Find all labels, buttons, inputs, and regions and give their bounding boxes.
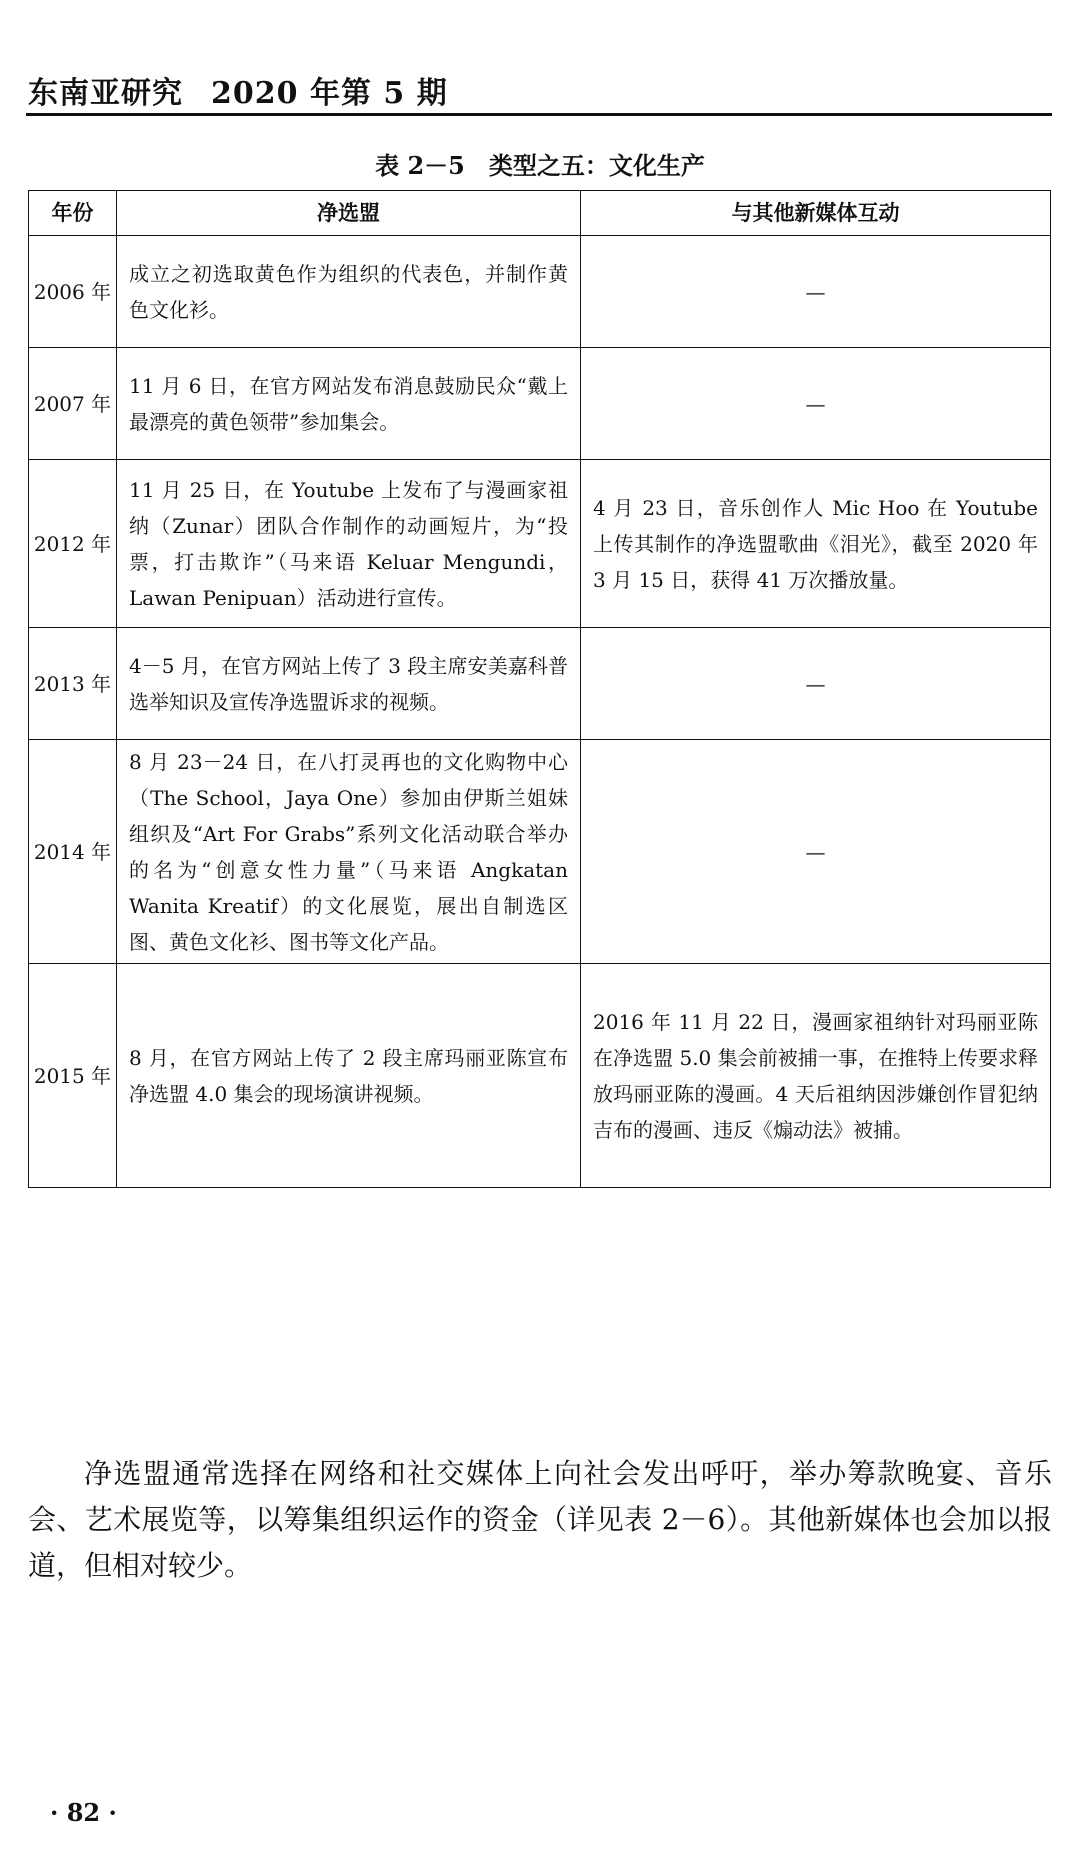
table-row [29, 628, 1051, 740]
table-row [29, 236, 1051, 348]
table-row [29, 964, 1051, 1188]
table-row [29, 740, 1051, 964]
row-year: 2007 年 [29, 348, 117, 460]
header-rule [26, 113, 1052, 116]
culture-production-table [28, 190, 1051, 1188]
row-other-media: — [581, 236, 1051, 348]
row-other-media: — [581, 628, 1051, 740]
row-jxm-activity: 8 月 23－24 日，在八打灵再也的文化购物中心（The School，Jaya One）参加由伊斯兰姐妹组织及“Art For Grabs”系列文化活动联合举办的名为“创意女性力量”（马来语 Angkatan Wanita Kreatif）的文化展览，展出自制选区图、黄色文化衫、图书等文化产品。 [117, 740, 581, 964]
row-year: 2015 年 [29, 964, 117, 1188]
journal-title: 东南亚研究 [28, 76, 183, 111]
column-header-jxm: 净选盟 [117, 191, 581, 236]
column-header-year: 年份 [29, 191, 117, 236]
row-jxm-activity: 8 月，在官方网站上传了 2 段主席玛丽亚陈宣布净选盟 4.0 集会的现场演讲视频。 [117, 964, 581, 1188]
row-other-media: — [581, 348, 1051, 460]
table-row [29, 348, 1051, 460]
issue-label: 2020 年第 5 期 [211, 76, 448, 111]
row-other-media: 2016 年 11 月 22 日，漫画家祖纳针对玛丽亚陈在净选盟 5.0 集会前被捕一事，在推特上传要求释放玛丽亚陈的漫画。4 天后祖纳因涉嫌创作冒犯纳吉布的漫画、违反《煽动法》被捕。 [581, 964, 1051, 1188]
body-paragraph: 净选盟通常选择在网络和社交媒体上向社会发出呼吁，举办筹款晚宴、音乐会、艺术展览等，以筹集组织运作的资金（详见表 2－6）。其他新媒体也会加以报道，但相对较少。 [28, 1457, 1052, 1582]
row-other-media: — [581, 740, 1051, 964]
row-jxm-activity: 11 月 6 日，在官方网站发布消息鼓励民众“戴上最漂亮的黄色领带”参加集会。 [117, 348, 581, 460]
row-jxm-activity: 11 月 25 日，在 Youtube 上发布了与漫画家祖纳（Zunar）团队合作制作的动画短片，为“投票，打击欺诈”（马来语 Keluar Mengundi，Lawan Penipuan）活动进行宣传。 [117, 460, 581, 628]
row-year: 2013 年 [29, 628, 117, 740]
running-header [28, 68, 448, 112]
row-year: 2014 年 [29, 740, 117, 964]
row-year: 2006 年 [29, 236, 117, 348]
table-row [29, 460, 1051, 628]
row-jxm-activity: 4－5 月，在官方网站上传了 3 段主席安美嘉科普选举知识及宣传净选盟诉求的视频。 [117, 628, 581, 740]
column-header-other-media: 与其他新媒体互动 [581, 191, 1051, 236]
row-other-media: 4 月 23 日，音乐创作人 Mic Hoo 在 Youtube 上传其制作的净选盟歌曲《泪光》，截至 2020 年 3 月 15 日，获得 41 万次播放量。 [581, 460, 1051, 628]
table-header-row [29, 191, 1051, 236]
row-year: 2012 年 [29, 460, 117, 628]
row-jxm-activity: 成立之初选取黄色作为组织的代表色，并制作黄色文化衫。 [117, 236, 581, 348]
page-number: · 82 · [50, 1798, 117, 1827]
table-caption: 表 2－5 类型之五：文化生产 [375, 151, 705, 180]
